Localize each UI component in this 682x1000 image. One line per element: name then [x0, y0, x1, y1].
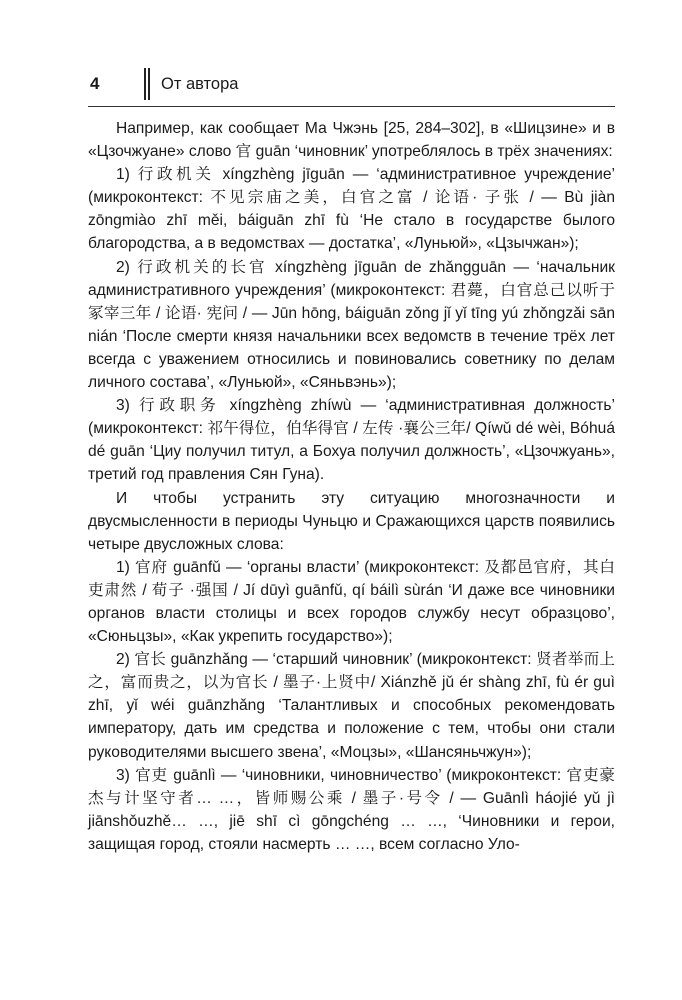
- body-text: [88, 117, 615, 856]
- page-number: 4: [90, 74, 100, 93]
- paragraph: 1) 官府 guānfǔ — ‘органы власти’ (микроконтекст: 及都邑官府，其白吏肃然 / 荀子 ·强国 / Jí dūyì guānfǔ, qí báilì sùrán ‘И даже все чиновники органов власти столицы и всех городов службу несут образцово’, «Сюньцзы», «Как укрепить государство»);: [88, 558, 615, 646]
- header-divider: [144, 68, 146, 100]
- running-header: [88, 66, 615, 106]
- paragraph: 2) 行政机关的长官 xíngzhèng jīguān de zhǎngguān — ‘начальник административного учреждения’ (микроконтекст: 君薨，白官总己以听于冢宰三年 / 论语· 宪问 / — Jūn hōng, báiguān zǒng jǐ yǐ tīng yú zhǒngzǎi sān nián ‘После смерти князя начальники всех ведомств в течение трёх лет всегда с уважением относились и повиновались советнику по делам личного состава’, «Луньюй», «Сяньвэнь»);: [88, 258, 615, 392]
- paragraph: Например, как сообщает Ма Чжэнь [25, 284–302], в «Шицзине» и в «Цзочжуане» слово 官 guān ‘чиновник’ употреблялось в трёх значениях:: [88, 120, 615, 161]
- paragraph: 2) 官长 guānzhǎng — ‘старший чиновник’ (микроконтекст: 贤者举而上之，富而贵之，以为官长 / 墨子·上贤中/ Xiánzhě jǔ ér shàng zhī, fù ér guì zhī, yǐ wéi guānzhǎng ‘Талантливых и способных рекомендовать императору, дать им средства и положение с тем, чтобы они стали руководителями высшего звена’, «Моцзы», «Шансяньчжун»);: [88, 651, 615, 761]
- paragraph: 3) 行政职务 xíngzhèng zhíwù — ‘административная должность’ (микроконтекст: 祁午得位，伯华得官 / 左传 ·襄公三年/ Qíwǔ dé wèi, Bóhuá dé guān ‘Циу получил титул, а Бохуа получил должность’, «Цзочжуань», третий год правления Сян Гуна).: [88, 397, 615, 484]
- paragraph: И чтобы устранить эту ситуацию многозначности и двусмысленности в периоды Чуньцю и Сражающихся царств появились четыре двусложных слова:: [88, 489, 615, 553]
- header-divider: [148, 68, 150, 100]
- paragraph: 3) 官吏 guānlì — ‘чиновники, чиновничество’ (микроконтекст: 官吏豪杰与计坚守者… …，皆师赐公乘 / 墨子·号令 / — Guānlì háojié yǔ jì jiānshǒuzhě… …, jiē shī cì gōngchéng … …, ‘Чиновники и герои, защищая город, стояли насмерть … …, всем согласно Уло-: [88, 766, 615, 853]
- header-rule: [88, 106, 615, 107]
- running-title: От автора: [161, 75, 239, 93]
- paragraph: 1) 行政机关 xíngzhèng jīguān — ‘административное учреждение’ (микроконтекст: 不见宗庙之美，白官之富 / 论语· 子张 / — Bù jiàn zōngmiào zhī měi, báiguān zhī fù ‘Не стало в государстве былого благородства, а в ведомствах — достатка’, «Луньюй», «Цзычжан»);: [88, 166, 615, 253]
